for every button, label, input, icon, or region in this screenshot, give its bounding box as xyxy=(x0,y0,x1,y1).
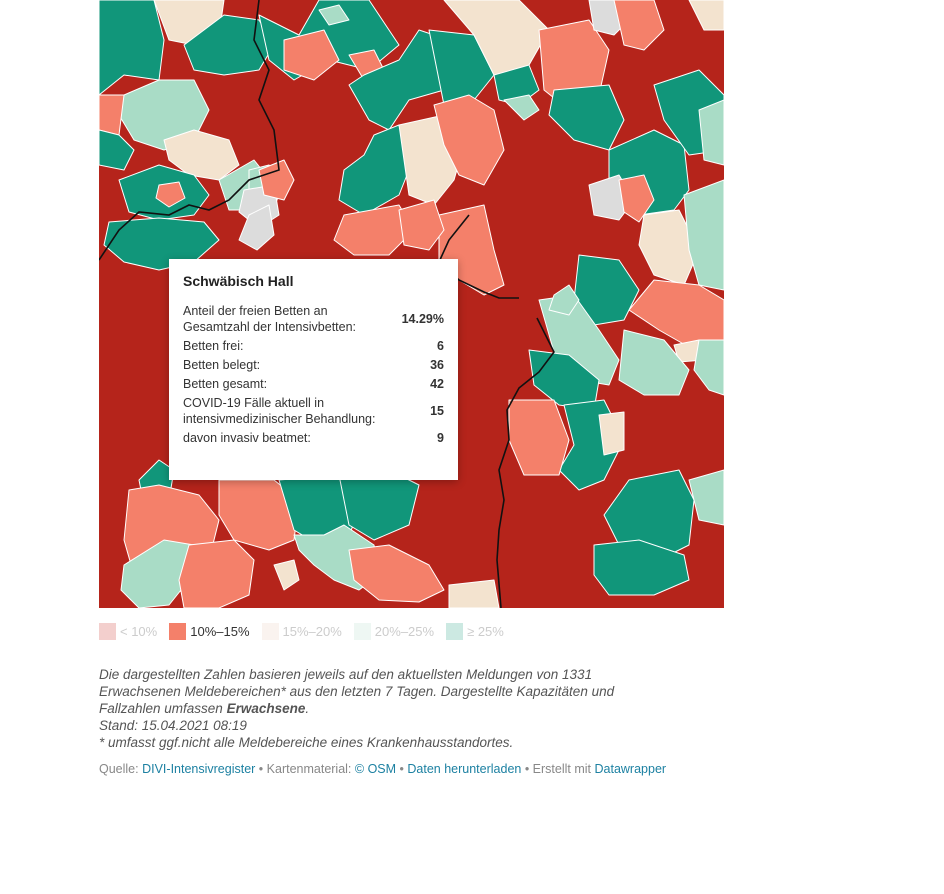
source-separator: • Erstellt mit xyxy=(521,762,595,776)
tooltip-value: 9 xyxy=(437,431,444,445)
map-region[interactable] xyxy=(599,412,624,455)
source-link[interactable]: DIVI-Intensivregister xyxy=(142,762,256,776)
legend-swatch xyxy=(169,623,186,640)
tooltip-value: 15 xyxy=(430,404,444,418)
map-region[interactable] xyxy=(99,95,124,135)
tooltip-row-total xyxy=(183,376,444,392)
download-data-link[interactable]: Daten herunterladen xyxy=(407,762,522,776)
legend-label: < 10% xyxy=(120,623,158,639)
legend-label: 10%–15% xyxy=(190,623,250,639)
legend-swatch xyxy=(262,623,279,640)
tooltip-value: 42 xyxy=(430,377,444,391)
source-separator: • xyxy=(396,762,408,776)
tooltip-row-share xyxy=(183,303,444,335)
tooltip-row-free xyxy=(183,338,444,354)
region-tooltip xyxy=(169,259,458,480)
legend-label: 15%–20% xyxy=(282,623,342,639)
note-date: Stand: 15.04.2021 08:19 xyxy=(99,718,247,733)
tooltip-label: Betten gesamt: xyxy=(183,377,268,391)
legend-swatch xyxy=(99,623,116,640)
tooltip-row-covid xyxy=(183,395,444,427)
note-line: Erwachsenen Meldebereichen* aus den letzten 7 Tagen. Dargestellte Kapazitäten und xyxy=(99,684,615,699)
tooltip-value: 14.29% xyxy=(401,312,444,326)
map-region[interactable] xyxy=(179,540,254,608)
legend-item-10-15[interactable] xyxy=(169,623,249,640)
map-region[interactable] xyxy=(449,580,499,608)
legend-item-20-25[interactable] xyxy=(354,623,434,640)
tooltip-label: COVID-19 Fälle aktuell in intensivmedizinischer Behandlung: xyxy=(183,396,376,426)
note-text: . xyxy=(305,701,310,716)
tooltip-row-ventilated xyxy=(183,430,444,446)
tooltip-value: 6 xyxy=(437,339,444,353)
source-separator: • Kartenmaterial: xyxy=(255,762,355,776)
legend-label: 20%–25% xyxy=(374,623,435,639)
legend-item-lt10[interactable] xyxy=(99,623,157,640)
note-text: Fallzahlen umfassen xyxy=(99,701,227,716)
tooltip-value: 36 xyxy=(430,358,444,372)
legend-swatch xyxy=(354,623,371,640)
tooltip-label: davon invasiv beatmet: xyxy=(183,431,311,445)
note-line xyxy=(99,700,699,717)
note-footnote: * umfasst ggf.nicht alle Meldebereiche eines Krankenhausstandortes. xyxy=(99,735,514,750)
map-legend xyxy=(99,622,516,640)
legend-item-gte25[interactable] xyxy=(446,623,504,640)
map-notes xyxy=(99,666,699,751)
map-material-link[interactable]: © OSM xyxy=(354,762,397,776)
legend-swatch xyxy=(446,623,463,640)
note-line: Die dargestellten Zahlen basieren jeweils auf den aktuellsten Meldungen von 1331 xyxy=(99,667,593,682)
tooltip-label: Anteil der freien Betten an Gesamtzahl der Intensivbetten: xyxy=(183,304,357,334)
legend-item-15-20[interactable] xyxy=(262,623,342,640)
legend-label: ≥ 25% xyxy=(467,623,504,639)
tooltip-label: Betten frei: xyxy=(183,339,244,353)
datawrapper-link[interactable]: Datawrapper xyxy=(594,762,667,776)
tooltip-label: Betten belegt: xyxy=(183,358,261,372)
tooltip-row-occupied xyxy=(183,357,444,373)
source-label: Quelle: xyxy=(99,762,143,776)
tooltip-title: Schwäbisch Hall xyxy=(183,273,294,289)
source-line xyxy=(99,762,666,776)
note-bold: Erwachsene xyxy=(226,701,306,716)
